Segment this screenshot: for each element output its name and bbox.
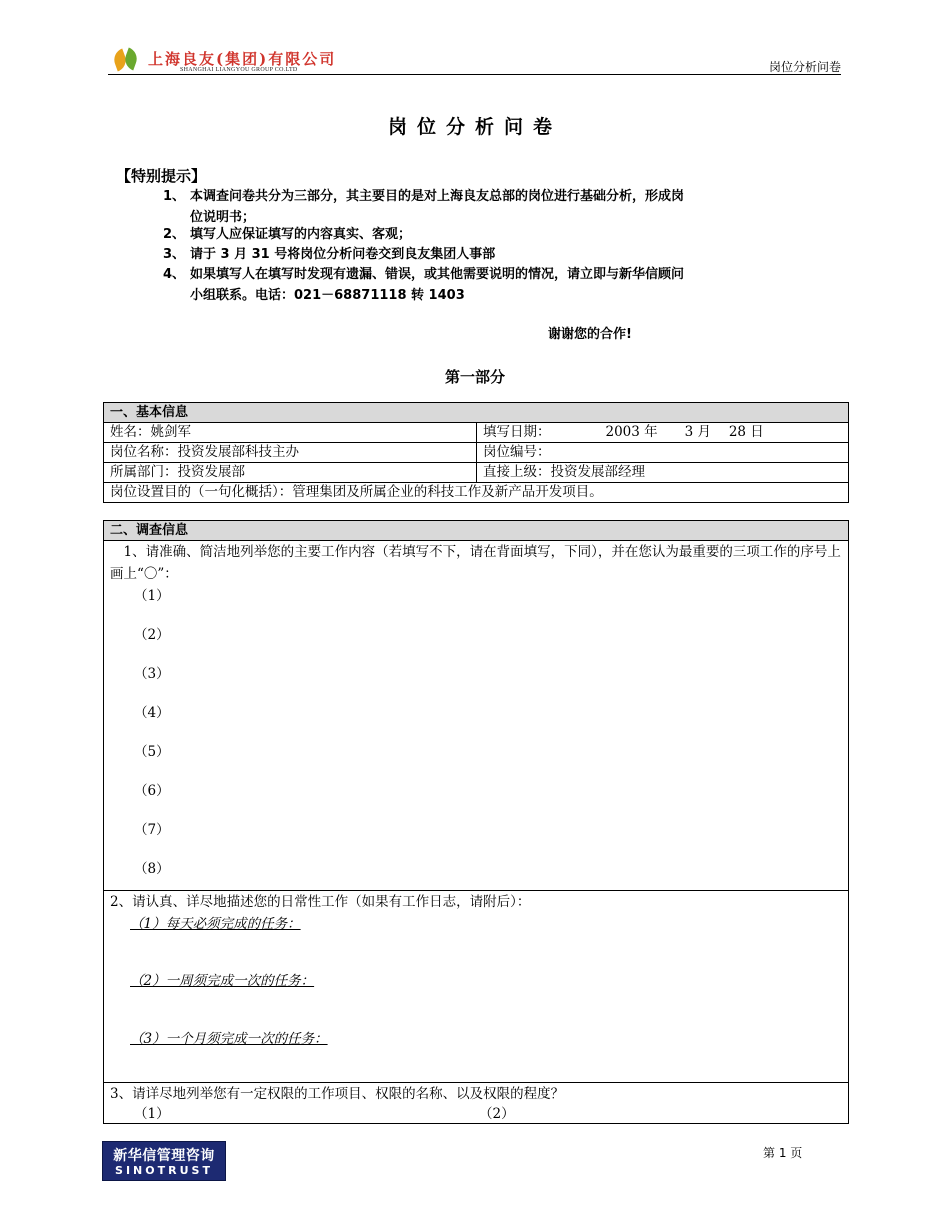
footer-logo-cn: 新华信管理咨询 — [113, 1148, 215, 1164]
q2-cell — [104, 891, 849, 1083]
q1-item: （7） — [134, 822, 170, 838]
q3-col-1: （1） — [134, 1106, 170, 1122]
q3-cell — [104, 1083, 849, 1124]
date-field — [477, 423, 849, 443]
department-field: 所属部门：投资发展部 — [104, 463, 477, 483]
notice-item-2 — [163, 224, 823, 245]
q1-item: （3） — [134, 666, 170, 682]
q1-item: （1） — [134, 588, 170, 604]
q2-text: 2、请认真、详尽地描述您的日常性工作（如果有工作日志，请附后）： — [110, 894, 531, 910]
page-number: 第 1 页 — [763, 1146, 803, 1160]
notice-item-4 — [163, 264, 823, 306]
date-value: 2003 年 3 月 28 日 — [605, 424, 764, 440]
notice-text-cont: 位说明书； — [190, 210, 256, 225]
position-no-field: 岗位编号： — [477, 443, 849, 463]
supervisor-field: 直接上级：投资发展部经理 — [477, 463, 849, 483]
q1-item: （4） — [134, 705, 170, 721]
notice-num: 4、 — [163, 267, 186, 282]
page-header — [108, 44, 841, 75]
notice-text: 本调查问卷共分为三部分，其主要目的是对上海良友总部的岗位进行基础分析，形成岗 — [190, 189, 685, 204]
company-name-en: SHANGHAI LIANGYOU GROUP CO.LTD — [180, 67, 298, 73]
q1-item: （5） — [134, 744, 170, 760]
notice-num: 3、 — [163, 247, 186, 262]
company-name-cn: 上海良友(集团)有限公司 — [148, 50, 337, 68]
survey-table — [103, 520, 849, 1124]
logo-leaf-icon — [122, 48, 140, 71]
name-field: 姓名：姚剑军 — [104, 423, 477, 443]
sinotrust-logo — [102, 1141, 226, 1181]
position-name-field: 岗位名称：投资发展部科技主办 — [104, 443, 477, 463]
page-title: 岗位分析问卷 — [387, 116, 562, 138]
notice-text-cont: 小组联系。电话：021－68871118 转 1403 — [190, 288, 465, 303]
footer-logo-en: SINOTRUST — [115, 1164, 213, 1177]
q3-text: 3、请详尽地列举您有一定权限的工作项目、权限的名称、以及权限的程度？ — [110, 1086, 565, 1102]
q1-cell — [104, 541, 849, 891]
q1-item: （6） — [134, 783, 170, 799]
q2-task-weekly: （2）一周须完成一次的任务： — [130, 973, 315, 989]
thanks-text: 谢谢您的合作! — [548, 327, 632, 342]
q1-item: （8） — [134, 861, 170, 877]
company-logo — [114, 46, 354, 74]
notice-item-3 — [163, 244, 823, 265]
notice-text: 如果填写人在填写时发现有遗漏、错误，或其他需要说明的情况，请立即与新华信顾问 — [190, 267, 685, 282]
notice-item-1 — [163, 186, 823, 228]
part-title: 第一部分 — [444, 368, 505, 386]
q2-task-monthly: （3）一个月须完成一次的任务： — [130, 1031, 328, 1047]
notice-num: 1、 — [163, 189, 186, 204]
notice-text: 填写人应保证填写的内容真实、客观； — [190, 227, 412, 242]
basic-info-heading: 一、基本信息 — [104, 403, 849, 423]
notice-num: 2、 — [163, 227, 186, 242]
q1-text: 1、请准确、简洁地列举您的主要工作内容（若填写不下，请在背面填写，下同），并在您认为最重要的三项工作的序号上画上“〇”： — [110, 544, 841, 582]
notice-text: 请于 3 月 31 号将岗位分析问卷交到良友集团人事部 — [190, 247, 496, 262]
q1-item: （2） — [134, 627, 170, 643]
notice-heading: 【特别提示】 — [116, 167, 207, 185]
q3-col-2: （2） — [479, 1106, 515, 1122]
header-doc-name: 岗位分析问卷 — [768, 60, 841, 74]
q2-task-daily: （1）每天必须完成的任务： — [130, 916, 301, 932]
survey-heading: 二、调查信息 — [104, 521, 849, 541]
basic-info-table — [103, 402, 849, 503]
date-label: 填写日期： — [483, 424, 551, 440]
purpose-field: 岗位设置目的（一句化概括）：管理集团及所属企业的科技工作及新产品开发项目。 — [104, 483, 849, 503]
